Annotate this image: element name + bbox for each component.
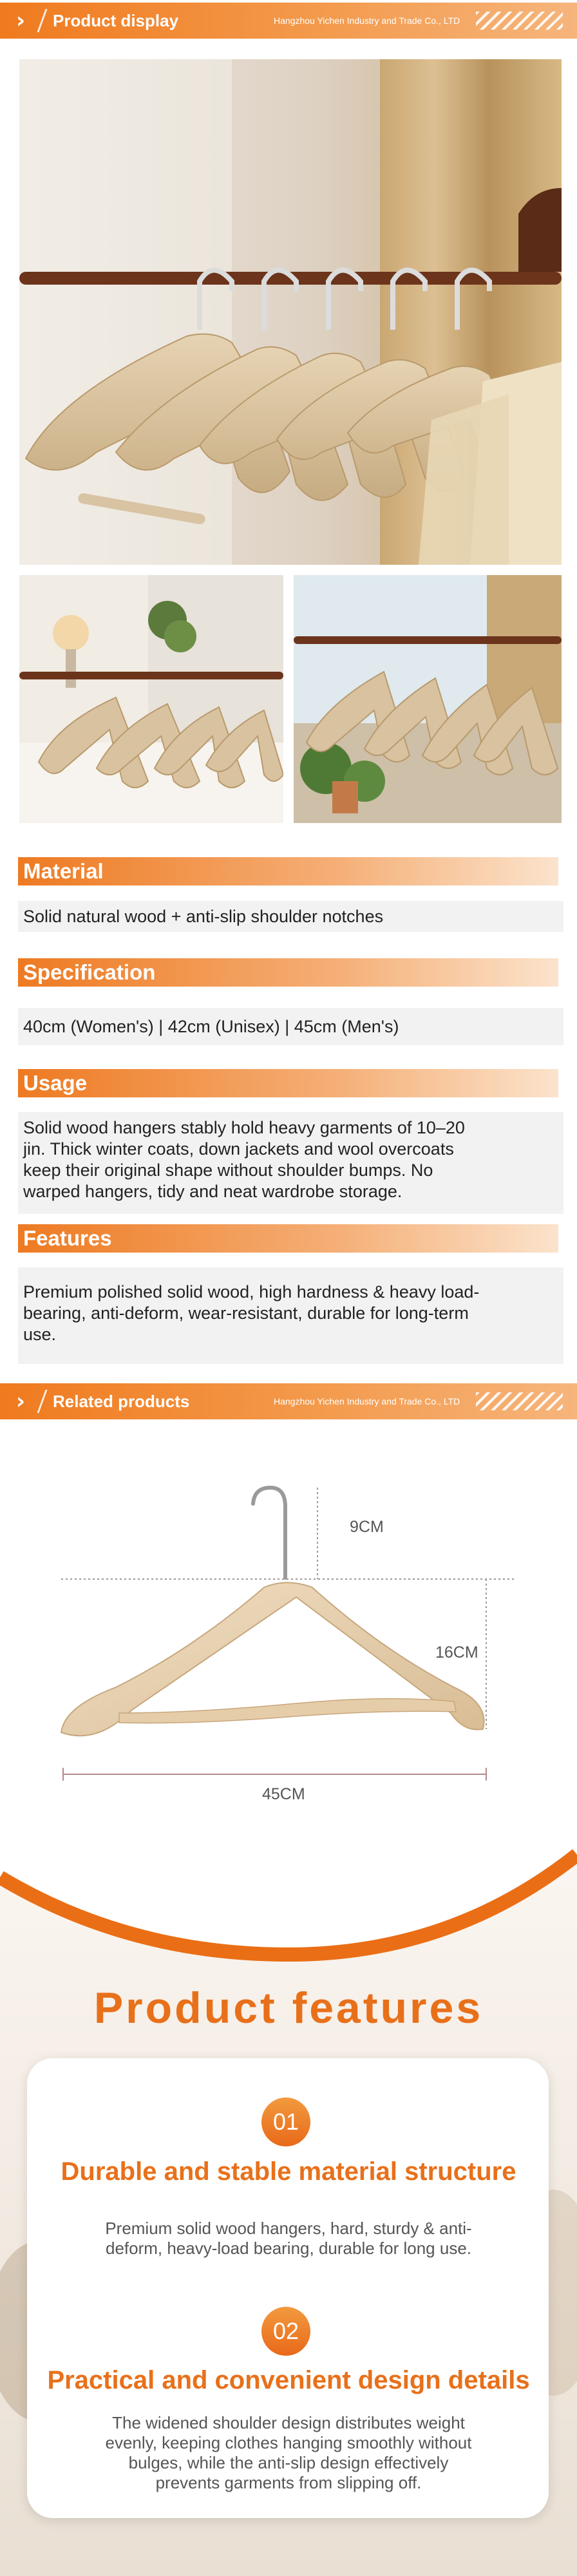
chevron-right-icon: › (15, 1388, 25, 1414)
chevron-right-icon: › (15, 8, 25, 33)
related-products-banner (0, 1383, 577, 1419)
feature-text-line: prevents garments from slipping off. (155, 2473, 422, 2492)
usage-line: Solid wood hangers stably hold heavy garments of 10–20 (23, 1118, 465, 1137)
specification-text: 40cm (Women's) | 42cm (Unisex) | 45cm (Men's) (18, 1008, 563, 1045)
features-heading: Features (23, 1226, 112, 1250)
bedroom-photo-illustration (19, 575, 283, 823)
material-text: Solid natural wood + anti-slip shoulder notches (18, 901, 563, 932)
specification-heading-bar (18, 958, 558, 987)
banner-stripes (476, 1392, 563, 1410)
material-heading: Material (23, 859, 104, 883)
usage-heading-bar (18, 1069, 558, 1097)
feature-text-line: deform, heavy-load bearing, durable for long use. (105, 2239, 471, 2258)
bedroom-photo (19, 575, 283, 823)
banner-title: Product display (53, 11, 179, 30)
feature-text-line: Premium solid wood hangers, hard, sturdy & anti- (105, 2219, 472, 2238)
feature-text-line: evenly, keeping clothes hanging smoothly without (105, 2433, 472, 2452)
usage-line: keep their original shape without shoulder bumps. No (23, 1160, 433, 1180)
main-product-photo (19, 59, 562, 565)
features-line: Premium polished solid wood, high hardness & heavy load- (23, 1282, 480, 1302)
features-heading-bar (18, 1224, 558, 1253)
banner-stripes (476, 12, 563, 30)
product-display-banner (0, 3, 577, 39)
hook-height-label: 9CM (350, 1518, 384, 1536)
feature-text-line: bulges, while the anti-slip design effectively (128, 2453, 449, 2472)
features-line: bearing, anti-deform, wear-resistant, durable for long-term (23, 1303, 469, 1323)
related-company: Hangzhou Yichen Industry and Trade Co., LTD (274, 1396, 460, 1406)
balcony-photo (294, 575, 562, 823)
feature-heading: Durable and stable material structure (61, 2157, 516, 2186)
width-label: 45CM (262, 1785, 305, 1803)
feature-heading: Practical and convenient design details (47, 2366, 530, 2394)
features-text (18, 1267, 563, 1364)
banner-divider (37, 1390, 47, 1413)
usage-line: jin. Thick winter coats, down jackets and wool overcoats (23, 1139, 454, 1159)
feature-text (52, 2413, 525, 2493)
feature-number-badge: 01 (261, 2098, 310, 2146)
banner-company: Hangzhou Yichen Industry and Trade Co., LTD (274, 15, 460, 26)
usage-text (18, 1112, 563, 1214)
banner-divider (37, 9, 47, 32)
specification-heading: Specification (23, 960, 156, 984)
body-height-label: 16CM (435, 1643, 478, 1662)
product-features-title: Product features (93, 1984, 484, 2032)
feature-number-badge: 02 (261, 2307, 310, 2356)
feature-text (52, 2219, 525, 2259)
usage-line: warped hangers, tidy and neat wardrobe storage. (23, 1182, 402, 1201)
main-photo-illustration (19, 59, 562, 565)
material-heading-bar (18, 857, 558, 886)
feature-text-line: The widened shoulder design distributes weight (112, 2413, 465, 2432)
related-title: Related products (53, 1392, 190, 1411)
hanger-diagram-svg (0, 1455, 577, 1829)
balcony-photo-illustration (294, 575, 562, 823)
usage-heading: Usage (23, 1071, 88, 1095)
features-line: use. (23, 1325, 57, 1344)
hanger-dimension-diagram (0, 1455, 577, 1829)
